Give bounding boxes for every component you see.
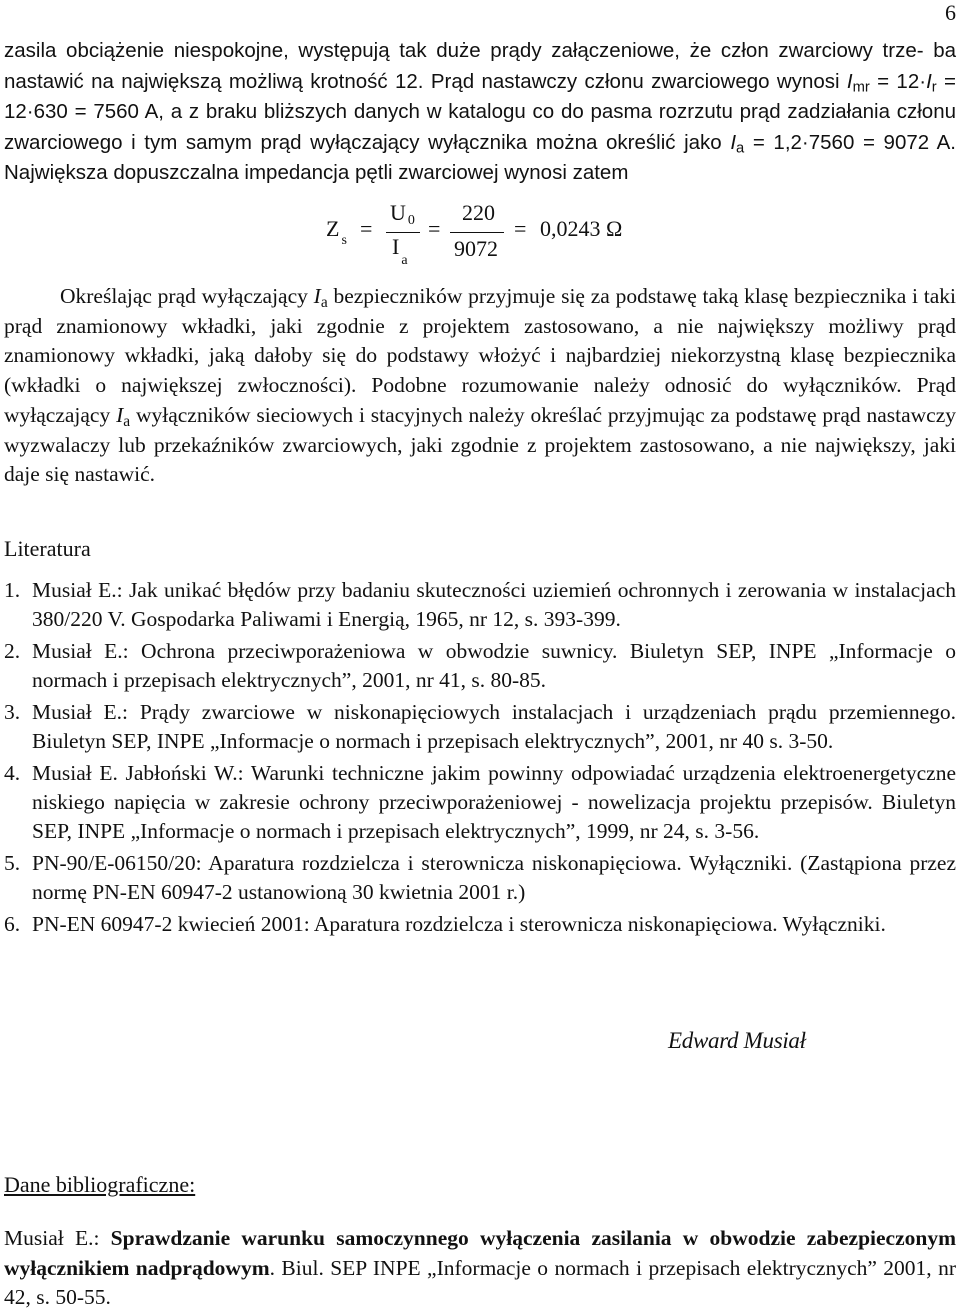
p1-text-d: = 1,2·7560 = 9072 A. Największa dopuszczalna impedancja pętli zwarciowej wynosi zatem — [4, 130, 956, 184]
formula-denominator: 9072 — [454, 236, 498, 261]
p2-text-c: wyłączników sieciowych i stacyjnych należy określać przyjmując za podstawę prąd nastawczy wyzwalaczy lub przekaźników zwarciowych, jaki zgodnie z projektem zastosowano, a nie największy, jaki daje się nastawić. — [4, 402, 956, 487]
reference-text: Musiał E.: Prądy zwarciowe w niskonapięciowych instalacjach i urządzeniach prądu przemiennego. Biuletyn SEP, INPE „Informacje o normach i przepisach elektrycznych”, 2001, nr 40 s. 3-50. — [32, 700, 956, 753]
symbol-i-a: I — [730, 130, 737, 154]
reference-text: Musiał E.: Ochrona przeciwporażeniowa w obwodzie suwnicy. Biuletyn SEP, INPE „Informacje o normach i przepisach elektrycznych”, 2001, nr 41, s. 80-85. — [32, 639, 956, 692]
formula-zs: Z $_s$ — [326, 216, 347, 248]
p1-text-c: = 12·630 = 7560 A, a z braku bliższych danych w katalogu co do pasma rozrzutu prąd zadziałania członu zwarciowego i tym samym prąd wyłączający wyłącznika można określić jako — [4, 69, 956, 154]
reference-item-5 — [4, 849, 956, 907]
p2-text-a: Określając prąd wyłączający — [60, 284, 314, 308]
literature-heading: Literatura — [4, 536, 91, 561]
fraction-bar-2 — [450, 232, 504, 233]
page-number: 6 — [945, 0, 956, 25]
formula-eq1: = — [360, 216, 373, 241]
symbol-i-a-sub: a — [320, 293, 328, 311]
symbol-i-mr: I — [846, 69, 853, 93]
reference-list — [4, 576, 956, 939]
formula-result: 0,0243 Ω — [540, 216, 623, 241]
bibliographic-citation — [4, 1224, 956, 1313]
reference-number: 6. — [4, 912, 21, 936]
formula-eq2: = — [428, 216, 441, 241]
p1-line1: zasila obciążenie niespokojne, występują tak duże prądy załączeniowe, że człon zwarciowy trze- — [4, 39, 924, 62]
bib-title: Sprawdzanie warunku samoczynnego wyłączenia zasilania w obwodzie zabezpieczonym wyłącznikiem nadprądowym — [4, 1226, 956, 1280]
reference-item-4 — [4, 759, 956, 846]
reference-item-2 — [4, 637, 956, 695]
symbol-i-r-sub: r — [931, 79, 937, 96]
formula-ia: $I_a$ — [392, 234, 408, 268]
reference-text: PN-EN 60947-2 kwiecień 2001: Aparatura rozdzielcza i sterownicza niskonapięciowa. Wyłączniki. — [32, 912, 886, 936]
symbol-i-a-sub: a — [736, 140, 745, 157]
p2-text-b: bezpieczników przyjmuje się za podstawę taką klasę bezpiecznika i taki prąd znamionowy wkładki, jaki zgodnie z projektem zastosowano, a nie największy możliwy prąd znamionowy wkładki, jaką dałoby się do podstawy włożyć i najbardziej niekorzystną klasę bezpiecznika (wkładki o największej zwłoczności). Podobne rozumowanie należy odnosić do wyłączników. Prąd wyłączający — [4, 284, 956, 427]
reference-item-3 — [4, 698, 956, 756]
reference-item-1 — [4, 576, 956, 634]
formula-eq3: = — [514, 216, 527, 241]
reference-number: 4. — [4, 761, 21, 785]
reference-number: 1. — [4, 578, 21, 602]
impedance-formula — [322, 196, 662, 266]
reference-text: Musiał E.: Jak unikać błędów przy badaniu skuteczności uziemień ochronnych i zerowania w instalacjach 380/220 V. Gospodarka Paliwami i Energią, 1965, nr 12, s. 393-399. — [32, 578, 956, 631]
p1-text-a: ba nastawić na największą możliwą krotność 12. Prąd nastawczy członu zwarciowego wynosi — [4, 39, 956, 93]
formula-u0: U 0 — [390, 200, 415, 228]
paragraph-1 — [4, 36, 956, 189]
reference-text: Musiał E. Jabłoński W.: Warunki techniczne jakim powinny odpowiadać urządzenia elektroenergetyczne niskiego napięcia w zakresie ochrony przeciwporażeniowej - nowelizacja projektu przepisów. Biuletyn SEP, INPE „Informacje o normach i przepisach elektrycznych”, 1999, nr 24, s. 3-56. — [32, 761, 956, 843]
reference-item-6 — [4, 910, 956, 939]
symbol-i-a: I — [313, 284, 321, 308]
reference-text: PN-90/E-06150/20: Aparatura rozdzielcza i sterownicza niskonapięciowa. Wyłączniki. (Zastąpiona przez normę PN-EN 60947-2 ustanowioną 30 kwietnia 2001 r.) — [32, 851, 956, 904]
reference-number: 3. — [4, 700, 21, 724]
fraction-bar-1 — [386, 232, 420, 233]
paragraph-2 — [4, 282, 956, 490]
author-signature: Edward Musiał — [668, 1028, 806, 1053]
bibliographic-data-label: Dane bibliograficzne: — [4, 1172, 196, 1197]
symbol-i-r: I — [926, 69, 932, 93]
symbol-i-mr-sub: mr — [852, 79, 870, 96]
p1-text-b: = 12· — [869, 69, 927, 93]
reference-number: 2. — [4, 639, 21, 663]
symbol-i-a-sub: a — [123, 412, 131, 430]
symbol-i-a: I — [116, 402, 124, 427]
formula-numerator: 220 — [462, 200, 495, 225]
bib-author: Musiał E.: — [4, 1226, 111, 1250]
reference-number: 5. — [4, 851, 21, 875]
bib-rest: . Biul. SEP INPE „Informacje o normach i przepisach elektrycznych” 2001, nr 42, s. 50-55. — [4, 1255, 956, 1309]
